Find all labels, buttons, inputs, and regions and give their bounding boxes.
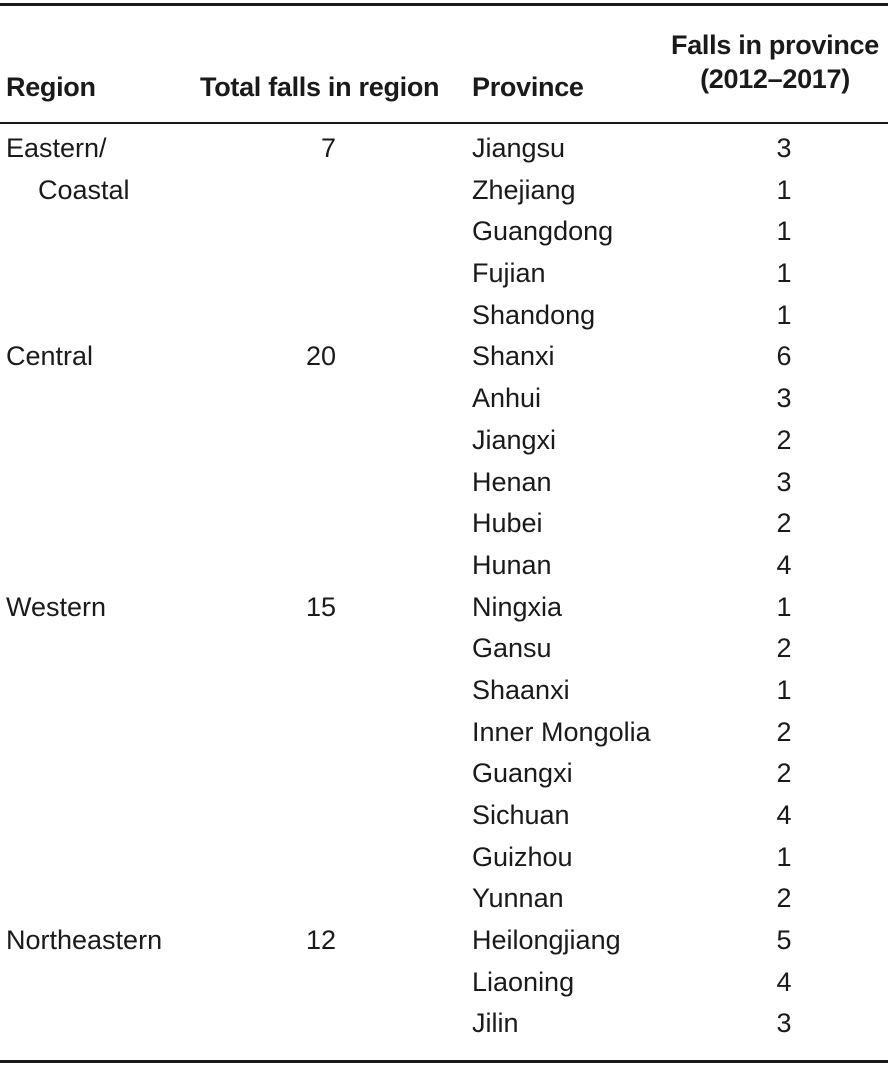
- cell-falls: 4: [776, 966, 792, 997]
- cell-falls: 1: [776, 216, 792, 247]
- cell-region: Northeastern: [6, 925, 163, 956]
- cell-falls: 1: [776, 841, 792, 872]
- cell-falls: 2: [776, 716, 792, 747]
- table-row: [0, 295, 888, 337]
- table-row: [0, 837, 888, 879]
- cell-province: Guizhou: [472, 841, 573, 872]
- cell-falls: 2: [776, 633, 792, 664]
- cell-province: Ningxia: [472, 591, 563, 622]
- cell-province: Guangxi: [472, 758, 573, 789]
- cell-province: Jilin: [472, 1008, 519, 1039]
- table-row: [0, 670, 888, 712]
- table-row: [0, 503, 888, 545]
- header-falls-line2: (2012–2017): [700, 64, 850, 94]
- table-row: [0, 545, 888, 587]
- cell-province: Fujian: [472, 258, 546, 289]
- table-row: [0, 628, 888, 670]
- table-row: [0, 795, 888, 837]
- cell-province: Shanxi: [472, 341, 555, 372]
- table-row: [0, 878, 888, 920]
- cell-falls: 3: [776, 1008, 792, 1039]
- cell-falls: 2: [776, 758, 792, 789]
- table-row: [0, 962, 888, 1004]
- cell-province: Jiangsu: [472, 133, 566, 163]
- cell-falls: 3: [776, 383, 792, 414]
- header-falls-line1: Falls in province: [671, 30, 879, 60]
- cell-province: Guangdong: [472, 216, 614, 247]
- cell-falls: 6: [776, 341, 792, 372]
- cell-province: Anhui: [472, 383, 542, 414]
- cell-total-falls: 20: [305, 341, 336, 372]
- table-row: [0, 211, 888, 253]
- table-row: [0, 753, 888, 795]
- cell-falls: 1: [776, 299, 792, 330]
- header-rule: [0, 122, 888, 124]
- cell-province: Liaoning: [472, 966, 575, 997]
- cell-region: Central: [6, 341, 94, 372]
- cell-province: Heilongjiang: [472, 925, 621, 956]
- table-row: [0, 1003, 888, 1045]
- cell-falls: 1: [776, 174, 792, 205]
- table-body: [0, 128, 888, 1045]
- cell-province: Sichuan: [472, 800, 570, 830]
- table-row: [0, 170, 888, 212]
- header-total-falls: Total falls in region: [200, 72, 440, 102]
- cell-region: Western: [6, 591, 107, 622]
- table-row: [0, 587, 888, 629]
- table-row: [0, 128, 888, 170]
- cell-province: Yunnan: [472, 883, 564, 914]
- table-row: [0, 253, 888, 295]
- cell-province: Jiangxi: [472, 424, 557, 455]
- table-row: [0, 378, 888, 420]
- cell-total-falls: 12: [305, 925, 336, 956]
- table-row: [0, 336, 888, 378]
- cell-province: Henan: [472, 466, 552, 497]
- top-rule: [0, 3, 888, 6]
- cell-total-falls: 15: [305, 591, 336, 622]
- cell-province: Zhejiang: [472, 174, 576, 205]
- cell-falls: 3: [776, 133, 792, 163]
- cell-region: Coastal: [38, 174, 130, 205]
- cell-falls: 1: [776, 674, 792, 705]
- cell-region: Eastern/: [6, 133, 107, 163]
- header-falls-in-province: [664, 28, 886, 96]
- table-row: [0, 462, 888, 504]
- table-row: [0, 712, 888, 754]
- cell-falls: 2: [776, 508, 792, 539]
- cell-falls: 3: [776, 466, 792, 497]
- cell-falls: 1: [776, 591, 792, 622]
- cell-falls: 1: [776, 258, 792, 289]
- cell-falls: 5: [776, 925, 792, 956]
- cell-falls: 2: [776, 883, 792, 914]
- cell-province: Shaanxi: [472, 674, 570, 705]
- cell-province: Inner Mongolia: [472, 716, 651, 747]
- cell-province: Hunan: [472, 549, 552, 580]
- cell-falls: 4: [776, 549, 792, 580]
- header-region: Region: [6, 72, 96, 102]
- cell-total-falls: 7: [320, 133, 336, 163]
- bottom-rule: [0, 1060, 888, 1063]
- cell-province: Hubei: [472, 508, 543, 539]
- table-row: [0, 920, 888, 962]
- cell-falls: 4: [776, 800, 792, 830]
- cell-province: Shandong: [472, 299, 596, 330]
- header-province: Province: [472, 72, 584, 102]
- cell-province: Gansu: [472, 633, 552, 664]
- cell-falls: 2: [776, 424, 792, 455]
- table-row: [0, 420, 888, 462]
